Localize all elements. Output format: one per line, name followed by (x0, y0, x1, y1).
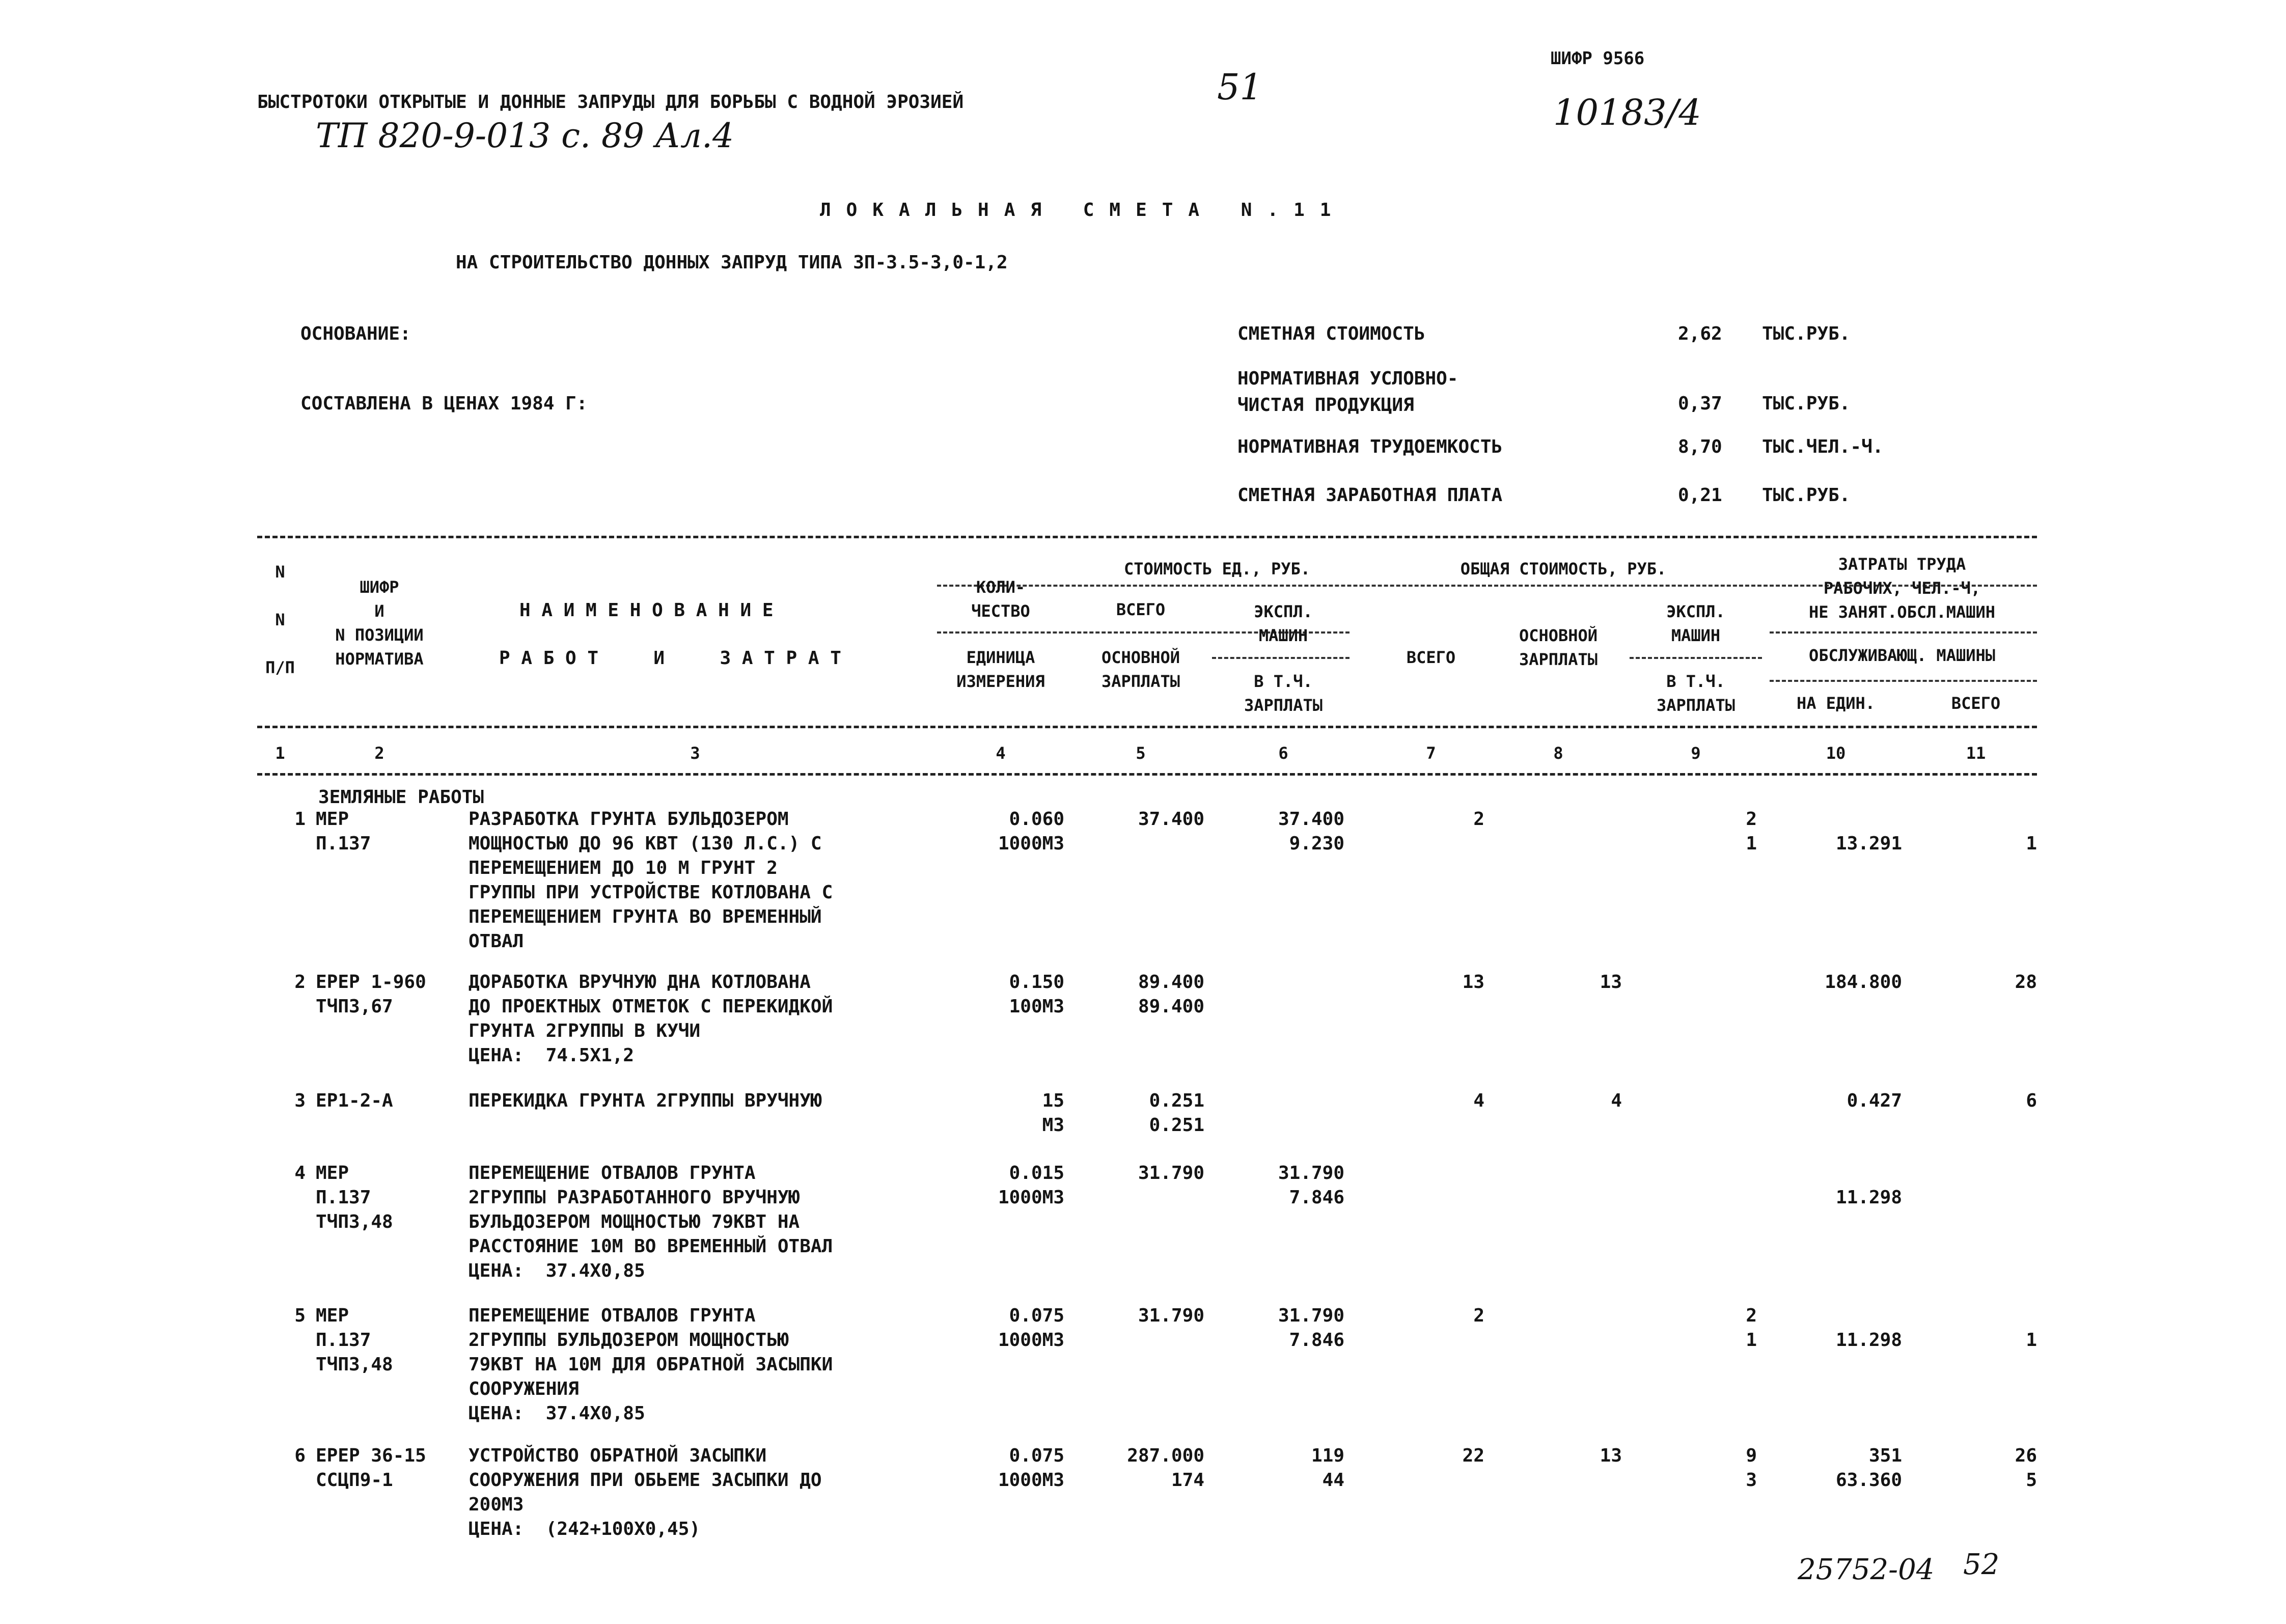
row-code: ЕРЕР 36-15 ССЦП9-1 (316, 1445, 426, 1491)
footer-handwritten-code: 25752-04 (1798, 1553, 1935, 1586)
summary-label-labor: НОРМАТИВНАЯ ТРУДОЕМКОСТЬ (1237, 436, 1503, 457)
row-labor-total: 1 (2026, 1330, 2037, 1351)
header-col4-top: КОЛИ- ЧЕСТВО (971, 577, 1030, 621)
row-code: МЕР П.137 ТЧП3,48 (316, 1163, 393, 1232)
row-total-wages: 13 (1600, 972, 1622, 993)
column-number: 6 (1278, 744, 1288, 763)
header-col6-bottom: В Т.Ч. ЗАРПЛАТЫ (1244, 672, 1323, 715)
row-labor-unit: 184.800 (1825, 972, 1902, 993)
row-code: МЕР П.137 ТЧП3,48 (316, 1305, 393, 1375)
column-number: 3 (690, 744, 700, 763)
header-labor-machines: ОБСЛУЖИВАЮЩ. МАШИНЫ (1808, 646, 1996, 665)
row-description: ПЕРЕМЕЩЕНИЕ ОТВАЛОВ ГРУНТА 2ГРУППЫ РАЗРАБОТАННОГО ВРУЧНУЮ БУЛЬДОЗЕРОМ МОЩНОСТЬЮ 79КВТ НА РАССТОЯНИЕ 10М ВО ВРЕМЕННЫЙ ОТВАЛ ЦЕНА: 37.4Х0,85 (469, 1163, 833, 1281)
row-unit-machine: 31.790 7.846 (1278, 1163, 1344, 1208)
summary-label-cost: СМЕТНАЯ СТОИМОСТЬ (1237, 323, 1425, 344)
header-col11: ВСЕГО (1951, 694, 2001, 713)
header-col9-bottom: В Т.Ч. ЗАРПЛАТЫ (1656, 672, 1736, 715)
row-total: 2 (1473, 1305, 1484, 1326)
row-total-machine: 2 1 (1746, 809, 1757, 854)
row-number: 6 (294, 1445, 306, 1466)
table-top-rule (257, 536, 2037, 538)
row-labor-unit: 11.298 (1835, 1187, 1902, 1208)
row-labor-unit: 13.291 (1835, 833, 1902, 854)
row-total: 2 (1473, 809, 1484, 830)
column-number: 5 (1136, 744, 1146, 763)
row-total-wages: 4 (1611, 1090, 1622, 1111)
header-col8: ОСНОВНОЙ ЗАРПЛАТЫ (1519, 626, 1598, 669)
header-total-cost: ОБЩАЯ СТОИМОСТЬ, РУБ. (1460, 559, 1667, 579)
summary-unit-wages: ТЫС.РУБ. (1762, 485, 1851, 506)
row-unit-total: 89.400 89.400 (1138, 972, 1204, 1017)
header-subrule (1770, 680, 2037, 682)
header-unit-cost: СТОИМОСТЬ ЕД., РУБ. (1123, 559, 1311, 579)
column-number: 7 (1426, 744, 1436, 763)
row-code: ЕР1-2-А (316, 1090, 393, 1111)
row-quantity: 0.150 100М3 (1009, 972, 1064, 1017)
estimate-subtitle: НА СТРОИТЕЛЬСТВО ДОННЫХ ЗАПРУД ТИПА ЗП-3.5-3,0-1,2 (456, 252, 1008, 273)
row-labor-total: 26 5 (2015, 1445, 2037, 1491)
header-col3-bottom: Р А Б О Т И З А Т Р А Т (499, 648, 841, 669)
handwritten-archive-number: 10183/4 (1553, 92, 1701, 133)
header-col5-top: ВСЕГО (1116, 600, 1166, 619)
handwritten-project-code: ТП 820-9-013 с. 89 Ал.4 (316, 116, 734, 155)
row-quantity: 0.075 1000М3 (998, 1445, 1064, 1491)
row-description: ДОРАБОТКА ВРУЧНУЮ ДНА КОТЛОВАНА ДО ПРОЕКТНЫХ ОТМЕТОК С ПЕРЕКИДКОЙ ГРУНТА 2ГРУППЫ В КУЧИ ЦЕНА: 74.5Х1,2 (469, 972, 833, 1066)
summary-value-wages: 0,21 (1678, 485, 1722, 506)
row-labor-unit: 11.298 (1835, 1330, 1902, 1351)
summary-value-cost: 2,62 (1678, 323, 1722, 344)
column-number: 9 (1691, 744, 1701, 763)
header-subrule (1630, 657, 1762, 659)
header-col4-bottom: ЕДИНИЦА ИЗМЕРЕНИЯ (956, 648, 1045, 691)
column-number: 10 (1826, 744, 1846, 763)
table-header-rule (257, 726, 2037, 728)
row-number: 5 (294, 1305, 306, 1326)
row-quantity: 15 М3 (1042, 1090, 1064, 1136)
row-total-machine: 2 1 (1746, 1305, 1757, 1351)
summary-unit-cost: ТЫС.РУБ. (1762, 323, 1851, 344)
header-col2: ШИФР И N ПОЗИЦИИ НОРМАТИВА (335, 577, 424, 669)
row-labor-unit: 0.427 (1847, 1090, 1902, 1111)
header-labor: ЗАТРАТЫ ТРУДА РАБОЧИХ, ЧЕЛ.-Ч, НЕ ЗАНЯТ.ОБСЛ.МАШИН (1808, 555, 1996, 622)
header-col9-top: ЭКСПЛ. МАШИН (1666, 602, 1725, 645)
page-number: 51 (1217, 66, 1263, 108)
summary-value-product: 0,37 (1678, 393, 1722, 414)
document-series-title: БЫСТРОТОКИ ОТКРЫТЫЕ И ДОННЫЕ ЗАПРУДЫ ДЛЯ БОРЬБЫ С ВОДНОЙ ЭРОЗИЕЙ (257, 92, 964, 113)
row-number: 1 (294, 809, 306, 830)
row-description: ПЕРЕМЕЩЕНИЕ ОТВАЛОВ ГРУНТА 2ГРУППЫ БУЛЬДОЗЕРОМ МОЩНОСТЬЮ 79КВТ НА 10М ДЛЯ ОБРАТНОЙ ЗАСЫПКИ СООРУЖЕНИЯ ЦЕНА: 37.4Х0,85 (469, 1305, 833, 1424)
row-unit-total: 31.790 (1138, 1163, 1204, 1183)
header-subrule (1212, 657, 1349, 659)
row-code: МЕР П.137 (316, 809, 371, 854)
column-number: 1 (275, 744, 285, 763)
row-total: 22 (1462, 1445, 1484, 1466)
table-numbers-rule (257, 773, 2037, 776)
row-total-machine: 9 3 (1746, 1445, 1757, 1491)
row-unit-total: 37.400 (1138, 809, 1204, 830)
header-col6-top: ЭКСПЛ. МАШИН (1254, 602, 1313, 645)
summary-label-wages: СМЕТНАЯ ЗАРАБОТНАЯ ПЛАТА (1237, 485, 1503, 506)
row-labor-total: 6 (2026, 1090, 2037, 1111)
header-col7: ВСЕГО (1406, 648, 1456, 667)
basis-label: ОСНОВАНИЕ: (300, 323, 411, 344)
row-unit-total: 287.000 174 (1127, 1445, 1204, 1491)
header-col1: N N П/П (265, 562, 295, 677)
row-labor-total: 1 (2026, 833, 2037, 854)
row-description: ПЕРЕКИДКА ГРУНТА 2ГРУППЫ ВРУЧНУЮ (469, 1090, 822, 1111)
row-number: 3 (294, 1090, 306, 1111)
cipher-label: ШИФР 9566 (1551, 48, 1645, 69)
row-unit-machine: 119 44 (1311, 1445, 1344, 1491)
row-unit-total: 0.251 0.251 (1149, 1090, 1204, 1136)
header-col5-bottom: ОСНОВНОЙ ЗАРПЛАТЫ (1101, 648, 1180, 691)
row-description: РАЗРАБОТКА ГРУНТА БУЛЬДОЗЕРОМ МОЩНОСТЬЮ ДО 96 КВТ (130 Л.С.) С ПЕРЕМЕЩЕНИЕМ ДО 10 М ГРУНТ 2 ГРУППЫ ПРИ УСТРОЙСТВЕ КОТЛОВАНА С ПЕРЕМЕЩЕНИЕМ ГРУНТА ВО ВРЕМЕННЫЙ ОТВАЛ (469, 809, 833, 952)
summary-label-product: НОРМАТИВНАЯ УСЛОВНО- ЧИСТАЯ ПРОДУКЦИЯ (1237, 368, 1458, 416)
summary-unit-product: ТЫС.РУБ. (1762, 393, 1851, 414)
row-unit-machine: 37.400 9.230 (1278, 809, 1344, 854)
column-number: 11 (1966, 744, 1986, 763)
row-number: 2 (294, 972, 306, 993)
row-total: 4 (1473, 1090, 1484, 1111)
row-number: 4 (294, 1163, 306, 1183)
header-col3-top: Н А И М Е Н О В А Н И Е (519, 600, 774, 621)
row-labor-unit: 351 63.360 (1835, 1445, 1902, 1491)
row-total: 13 (1462, 972, 1484, 993)
footer-page-number: 52 (1963, 1548, 2000, 1581)
row-quantity: 0.075 1000М3 (998, 1305, 1064, 1351)
header-subrule (1770, 631, 2037, 634)
summary-value-labor: 8,70 (1678, 436, 1722, 457)
summary-unit-labor: ТЫС.ЧЕЛ.-Ч. (1762, 436, 1884, 457)
header-col10: НА ЕДИН. (1796, 694, 1876, 713)
price-base-label: СОСТАВЛЕНА В ЦЕНАХ 1984 Г: (300, 393, 588, 414)
column-number: 8 (1553, 744, 1563, 763)
column-number: 4 (996, 744, 1006, 763)
column-number: 2 (374, 744, 384, 763)
row-total-wages: 13 (1600, 1445, 1622, 1466)
row-unit-machine: 31.790 7.846 (1278, 1305, 1344, 1351)
row-labor-total: 28 (2015, 972, 2037, 993)
row-code: ЕРЕР 1-960 ТЧП3,67 (316, 972, 426, 1017)
row-quantity: 0.015 1000М3 (998, 1163, 1064, 1208)
estimate-title: ЛОКАЛЬНАЯ СМЕТА N.11 (820, 200, 1346, 221)
row-description: УСТРОЙСТВО ОБРАТНОЙ ЗАСЫПКИ СООРУЖЕНИЯ ПРИ ОБЬЕМЕ ЗАСЫПКИ ДО 200М3 ЦЕНА: (242+100Х0,45) (469, 1445, 822, 1539)
row-quantity: 0.060 1000М3 (998, 809, 1064, 854)
row-unit-total: 31.790 (1138, 1305, 1204, 1326)
section-title: ЗЕМЛЯНЫЕ РАБОТЫ (318, 787, 484, 808)
